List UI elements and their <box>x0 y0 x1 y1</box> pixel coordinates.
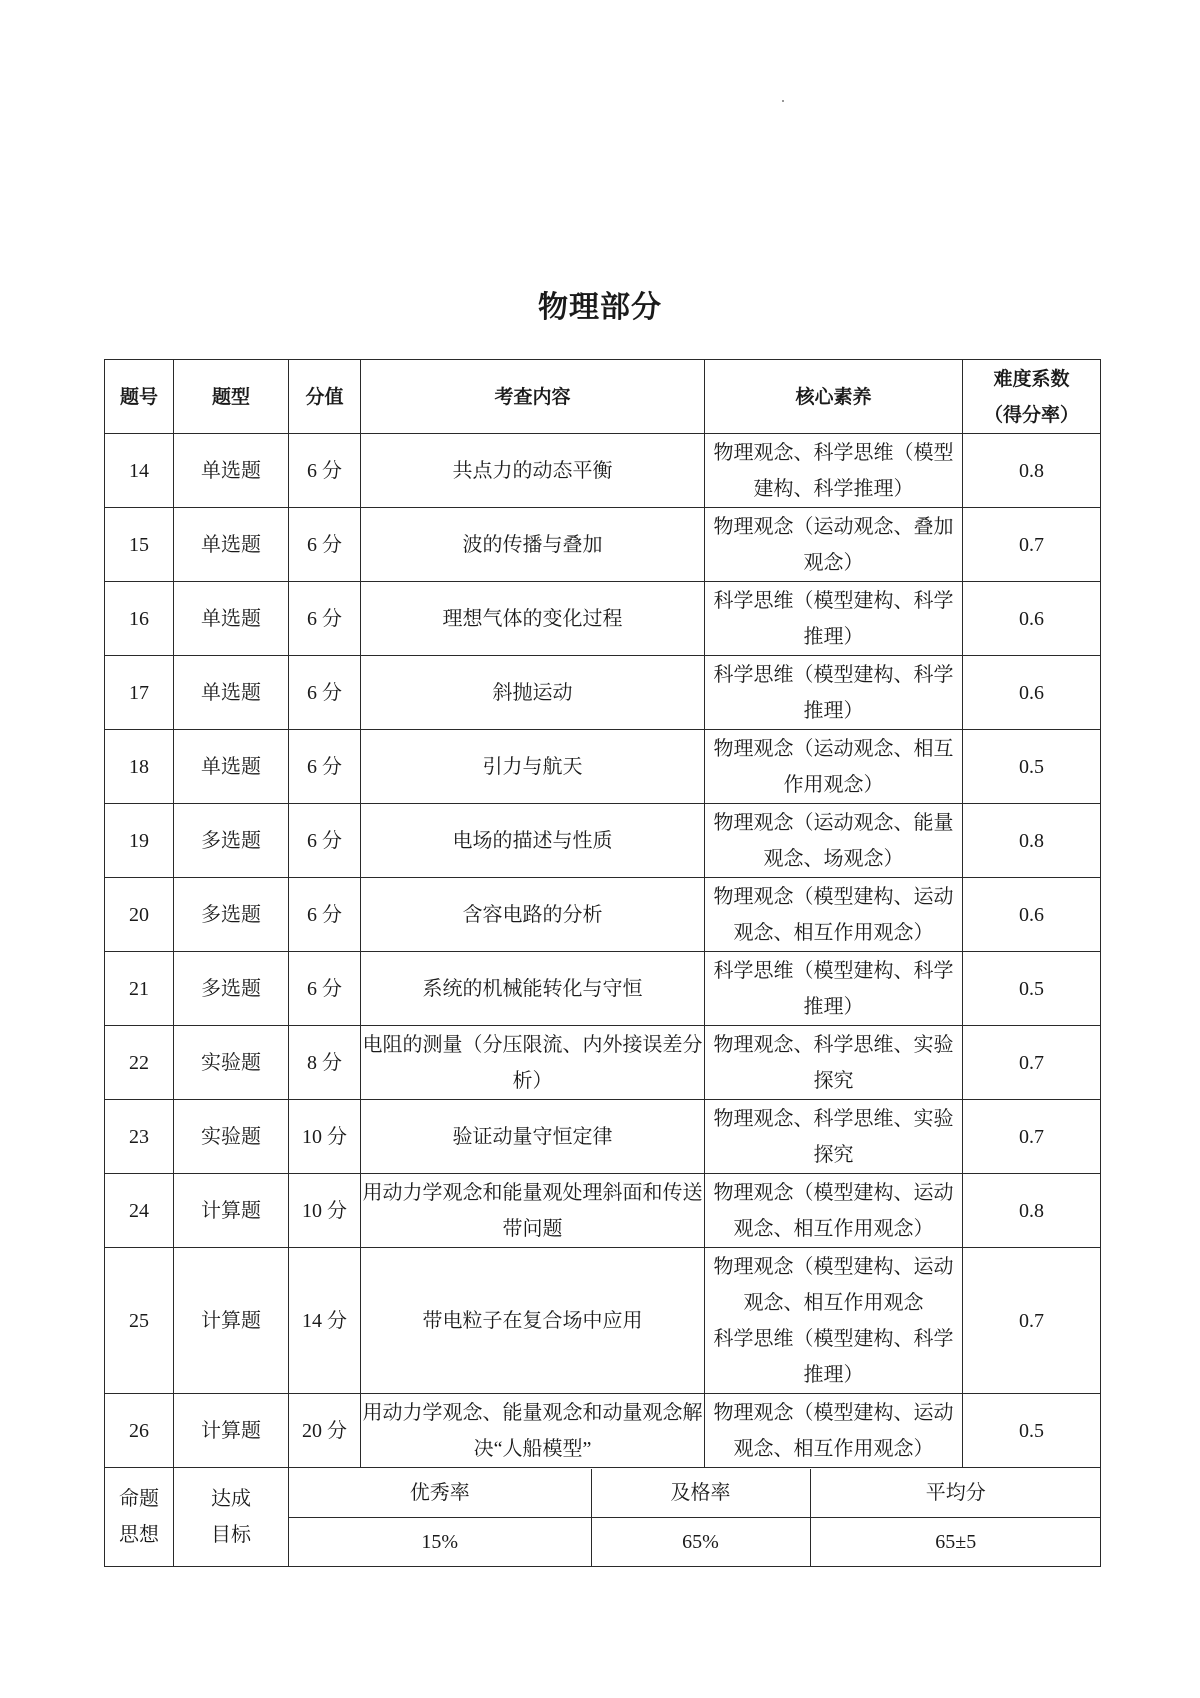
goals-cell <box>289 1468 1101 1567</box>
cell-score: 6 分 <box>289 656 361 730</box>
goals-value-row <box>289 1517 1101 1566</box>
cell-difficulty: 0.6 <box>963 656 1101 730</box>
table-row <box>105 730 1101 804</box>
average-score-label: 平均分 <box>810 1469 1101 1518</box>
cell-literacy: 科学思维（模型建构、科学推理） <box>705 952 963 1026</box>
cell-type: 实验题 <box>174 1026 289 1100</box>
table-row <box>105 1248 1101 1394</box>
cell-literacy: 物理观念（模型建构、运动观念、相互作用观念） <box>705 878 963 952</box>
table-row <box>105 878 1101 952</box>
cell-content: 含容电路的分析 <box>361 878 705 952</box>
cell-content: 用动力学观念和能量观处理斜面和传送带问题 <box>361 1174 705 1248</box>
cell-type: 多选题 <box>174 804 289 878</box>
cell-no: 25 <box>105 1248 174 1394</box>
excellent-rate-label: 优秀率 <box>289 1469 591 1518</box>
cell-literacy-line2: 科学思维（模型建构、科学推理） <box>713 1327 954 1386</box>
cell-type: 单选题 <box>174 730 289 804</box>
cell-literacy: 物理观念（运动观念、相互作用观念） <box>705 730 963 804</box>
cell-no: 19 <box>105 804 174 878</box>
cell-difficulty: 0.8 <box>963 1174 1101 1248</box>
cell-difficulty: 0.6 <box>963 878 1101 952</box>
cell-content: 共点力的动态平衡 <box>361 434 705 508</box>
cell-literacy: 物理观念（模型建构、运动观念、相互作用观念） <box>705 1394 963 1468</box>
proposition-idea-line1: 命题 <box>119 1488 159 1510</box>
cell-score: 6 分 <box>289 434 361 508</box>
cell-score: 6 分 <box>289 804 361 878</box>
exam-spec-table <box>104 359 1101 1567</box>
cell-score: 14 分 <box>289 1248 361 1394</box>
header-core-literacy: 核心素养 <box>705 360 963 434</box>
pass-rate-label: 及格率 <box>591 1469 810 1518</box>
cell-no: 20 <box>105 878 174 952</box>
header-question-no: 题号 <box>105 360 174 434</box>
cell-type: 实验题 <box>174 1100 289 1174</box>
cell-no: 24 <box>105 1174 174 1248</box>
cell-content: 系统的机械能转化与守恒 <box>361 952 705 1026</box>
achievement-goal-label <box>174 1468 289 1567</box>
table-row <box>105 1394 1101 1468</box>
cell-type: 计算题 <box>174 1394 289 1468</box>
achievement-goal-line2: 目标 <box>211 1524 251 1546</box>
table-header-row <box>105 360 1101 434</box>
cell-content: 理想气体的变化过程 <box>361 582 705 656</box>
table-row <box>105 434 1101 508</box>
cell-score: 8 分 <box>289 1026 361 1100</box>
cell-literacy: 物理观念、科学思维（模型建构、科学推理） <box>705 434 963 508</box>
header-difficulty-line2: （得分率） <box>983 403 1079 426</box>
cell-difficulty: 0.5 <box>963 952 1101 1026</box>
cell-literacy: 科学思维（模型建构、科学推理） <box>705 582 963 656</box>
cell-difficulty: 0.7 <box>963 508 1101 582</box>
header-question-type: 题型 <box>174 360 289 434</box>
cell-score: 6 分 <box>289 582 361 656</box>
cell-literacy: 物理观念、科学思维、实验探究 <box>705 1026 963 1100</box>
footer-row <box>105 1468 1101 1567</box>
cell-content: 电阻的测量（分压限流、内外接误差分析） <box>361 1026 705 1100</box>
cell-no: 21 <box>105 952 174 1026</box>
excellent-rate-value: 15% <box>289 1517 591 1566</box>
cell-type: 多选题 <box>174 878 289 952</box>
header-difficulty-line1: 难度系数 <box>993 367 1070 390</box>
cell-type: 单选题 <box>174 656 289 730</box>
cell-literacy-line1: 物理观念（模型建构、运动观念、相互作用观念 <box>713 1255 954 1314</box>
table-row <box>105 508 1101 582</box>
cell-no: 16 <box>105 582 174 656</box>
cell-score: 20 分 <box>289 1394 361 1468</box>
cell-content: 波的传播与叠加 <box>361 508 705 582</box>
cell-score: 6 分 <box>289 878 361 952</box>
cell-difficulty: 0.7 <box>963 1100 1101 1174</box>
cell-score: 10 分 <box>289 1174 361 1248</box>
pass-rate-value: 65% <box>591 1517 810 1566</box>
cell-content: 电场的描述与性质 <box>361 804 705 878</box>
proposition-idea-label <box>105 1468 174 1567</box>
header-content: 考查内容 <box>361 360 705 434</box>
cell-difficulty: 0.8 <box>963 804 1101 878</box>
cell-difficulty: 0.7 <box>963 1248 1101 1394</box>
stray-dot-mark <box>782 100 784 102</box>
cell-type: 单选题 <box>174 434 289 508</box>
average-score-value: 65±5 <box>810 1517 1101 1566</box>
cell-score: 6 分 <box>289 730 361 804</box>
cell-content: 验证动量守恒定律 <box>361 1100 705 1174</box>
table-row <box>105 656 1101 730</box>
table-row <box>105 1174 1101 1248</box>
cell-literacy: 物理观念（运动观念、叠加观念） <box>705 508 963 582</box>
cell-no: 26 <box>105 1394 174 1468</box>
table-row <box>105 582 1101 656</box>
cell-type: 计算题 <box>174 1174 289 1248</box>
cell-no: 17 <box>105 656 174 730</box>
table-row <box>105 804 1101 878</box>
cell-content: 斜抛运动 <box>361 656 705 730</box>
table-row <box>105 952 1101 1026</box>
goals-table <box>289 1469 1101 1566</box>
cell-no: 14 <box>105 434 174 508</box>
proposition-idea-line2: 思想 <box>119 1524 159 1546</box>
header-score: 分值 <box>289 360 361 434</box>
goals-header-row <box>289 1469 1101 1518</box>
cell-literacy: 物理观念、科学思维、实验探究 <box>705 1100 963 1174</box>
cell-difficulty: 0.5 <box>963 1394 1101 1468</box>
cell-literacy: 物理观念（模型建构、运动观念、相互作用观念） <box>705 1174 963 1248</box>
cell-content: 带电粒子在复合场中应用 <box>361 1248 705 1394</box>
cell-score: 10 分 <box>289 1100 361 1174</box>
cell-difficulty: 0.6 <box>963 582 1101 656</box>
cell-no: 22 <box>105 1026 174 1100</box>
page-title: 物理部分 <box>538 290 662 325</box>
cell-difficulty: 0.8 <box>963 434 1101 508</box>
cell-score: 6 分 <box>289 508 361 582</box>
cell-literacy <box>705 1248 963 1394</box>
achievement-goal-line1: 达成 <box>211 1488 251 1510</box>
table-row <box>105 1026 1101 1100</box>
cell-content: 用动力学观念、能量观念和动量观念解决“人船模型” <box>361 1394 705 1468</box>
cell-type: 多选题 <box>174 952 289 1026</box>
cell-no: 23 <box>105 1100 174 1174</box>
header-difficulty <box>963 360 1101 434</box>
cell-score: 6 分 <box>289 952 361 1026</box>
table-row <box>105 1100 1101 1174</box>
cell-literacy: 科学思维（模型建构、科学推理） <box>705 656 963 730</box>
cell-difficulty: 0.7 <box>963 1026 1101 1100</box>
cell-type: 单选题 <box>174 508 289 582</box>
cell-no: 18 <box>105 730 174 804</box>
cell-type: 单选题 <box>174 582 289 656</box>
cell-type: 计算题 <box>174 1248 289 1394</box>
cell-difficulty: 0.5 <box>963 730 1101 804</box>
cell-literacy: 物理观念（运动观念、能量观念、场观念） <box>705 804 963 878</box>
cell-no: 15 <box>105 508 174 582</box>
cell-content: 引力与航天 <box>361 730 705 804</box>
